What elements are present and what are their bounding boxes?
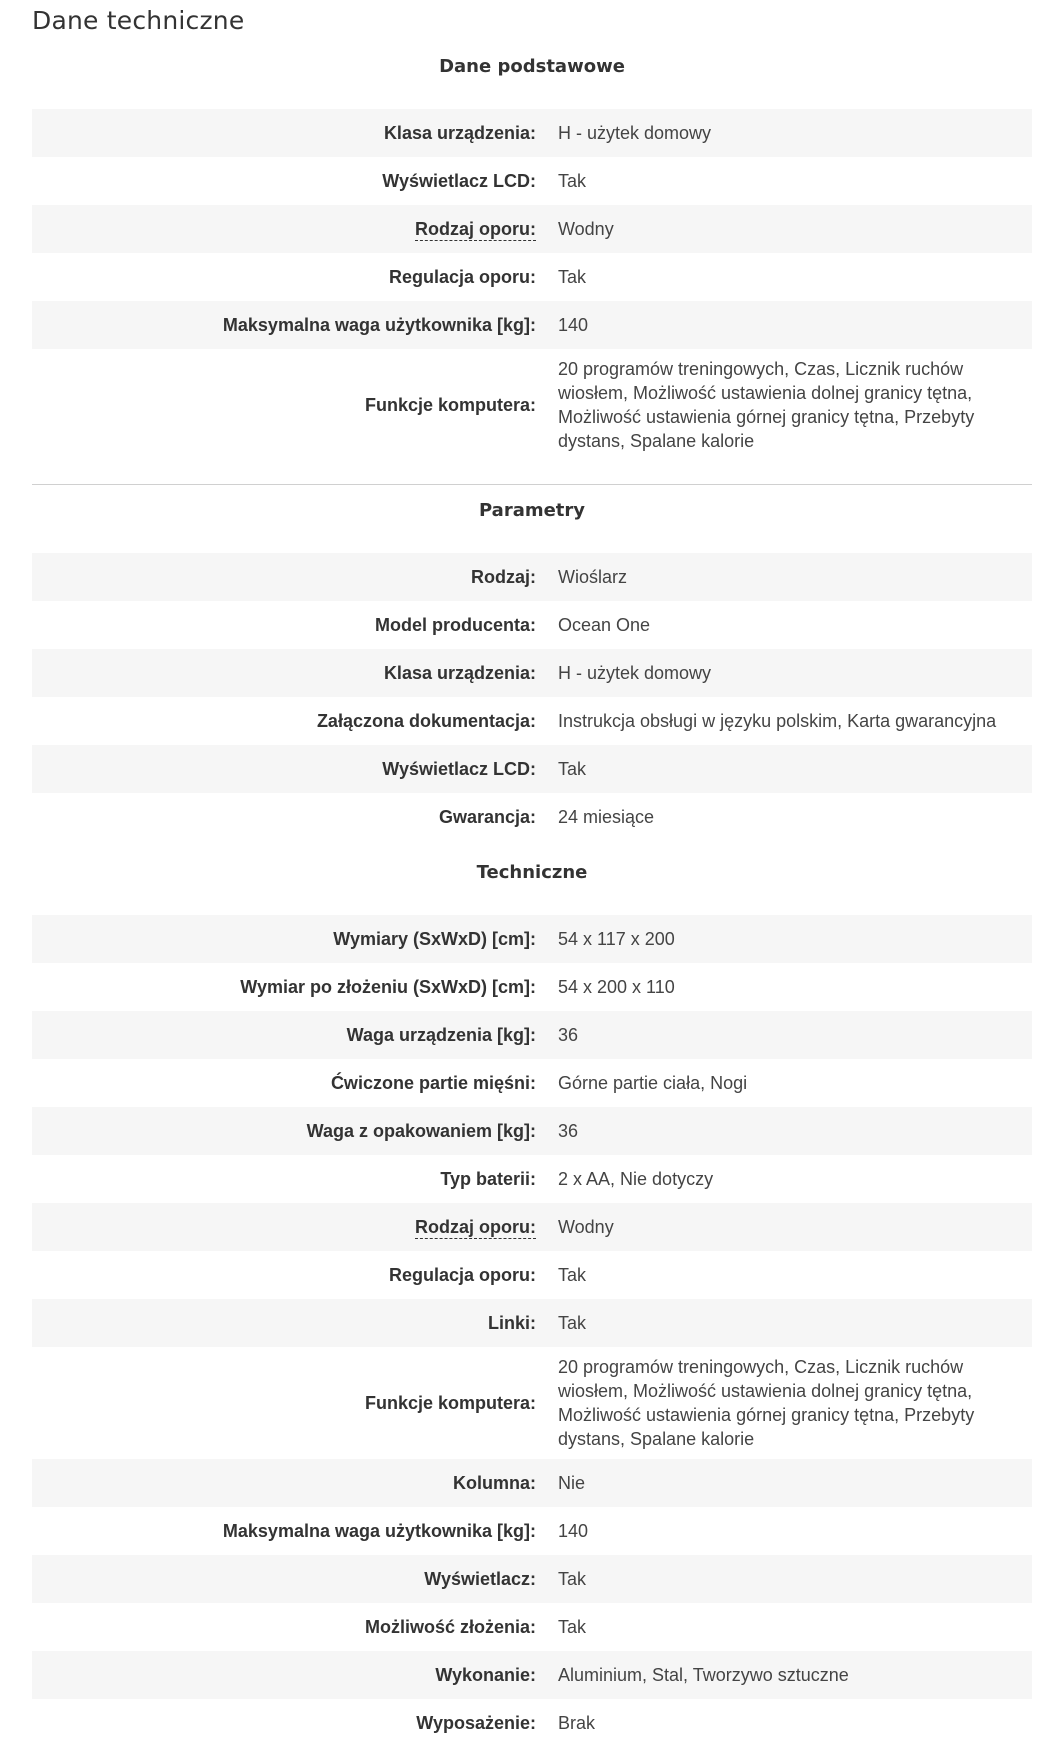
spec-row [32, 697, 1032, 745]
spec-label: Wyposażenie: [416, 1712, 536, 1733]
spec-value: 36 [558, 1025, 579, 1045]
spec-label: Regulacja oporu: [388, 1264, 536, 1285]
spec-label: Wyświetlacz LCD: [382, 758, 536, 779]
spec-label: Regulacja oporu: [388, 266, 536, 287]
spec-label: Wyświetlacz LCD: [382, 170, 536, 191]
spec-label: Ćwiczone partie mięśni: [330, 1072, 536, 1093]
spec-value: Wodny [558, 1217, 614, 1237]
spec-row [32, 1507, 1032, 1555]
spec-label[interactable]: Rodzaj oporu: [415, 218, 536, 239]
spec-value: Aluminium, Stal, Tworzywo sztuczne [558, 1665, 849, 1685]
spec-value: Tak [558, 1569, 587, 1589]
spec-label: Wyświetlacz: [424, 1568, 536, 1589]
spec-label: Wymiary (SxWxD) [cm]: [333, 928, 536, 949]
spec-label: Model producenta: [375, 614, 536, 635]
spec-label: Typ baterii: [440, 1168, 536, 1189]
spec-label: Załączona dokumentacja: [316, 710, 536, 731]
spec-row [32, 1603, 1032, 1651]
spec-value: 140 [558, 1521, 589, 1541]
spec-label: Wymiar po złożeniu (SxWxD) [cm]: [240, 976, 536, 997]
spec-row [32, 205, 1032, 253]
spec-label-tooltip-trigger[interactable] [32, 1217, 536, 1238]
spec-row [32, 1651, 1032, 1699]
spec-value: Górne partie ciała, Nogi [558, 1073, 748, 1093]
group-title: Techniczne [476, 862, 588, 883]
spec-row [32, 1347, 1032, 1459]
spec-value: Tak [558, 1313, 587, 1333]
spec-value: Tak [558, 1265, 587, 1285]
spec-row [32, 1251, 1032, 1299]
spec-label: Linki: [488, 1312, 536, 1333]
page-title: Dane techniczne [32, 6, 245, 35]
spec-label: Waga urządzenia [kg]: [346, 1024, 536, 1045]
spec-value: 54 x 200 x 110 [558, 977, 675, 997]
spec-row [32, 109, 1032, 157]
spec-value: Wodny [558, 219, 614, 239]
spec-rows [32, 553, 1032, 841]
spec-rows [32, 109, 1032, 461]
spec-value: 2 x AA, Nie dotyczy [558, 1169, 714, 1189]
spec-row [32, 963, 1032, 1011]
spec-value: Brak [558, 1713, 596, 1733]
spec-row [32, 1699, 1032, 1747]
spec-label: Waga z opakowaniem [kg]: [306, 1120, 536, 1141]
spec-value: 36 [558, 1121, 579, 1141]
spec-value: Tak [558, 759, 587, 779]
spec-value: 54 x 117 x 200 [558, 929, 675, 949]
spec-label: Funkcje komputera: [364, 1392, 536, 1413]
spec-label: Możliwość złożenia: [364, 1616, 536, 1637]
spec-row [32, 745, 1032, 793]
spec-group-technical [32, 862, 1032, 1733]
spec-row [32, 1059, 1032, 1107]
spec-label[interactable]: Rodzaj oporu: [415, 1216, 536, 1237]
spec-label: Funkcje komputera: [364, 394, 536, 415]
spec-row [32, 1299, 1032, 1347]
spec-label: Maksymalna waga użytkownika [kg]: [222, 314, 536, 335]
spec-row [32, 793, 1032, 841]
spec-value: H - użytek domowy [558, 663, 712, 683]
group-title: Dane podstawowe [439, 56, 625, 77]
group-divider [32, 484, 1032, 485]
spec-label: Rodzaj: [471, 566, 536, 587]
spec-row [32, 157, 1032, 205]
spec-value: 24 miesiące [558, 807, 655, 827]
spec-label-tooltip-trigger[interactable] [32, 219, 536, 240]
spec-value: Ocean One [558, 615, 651, 635]
spec-value: Tak [558, 1617, 587, 1637]
spec-label: Maksymalna waga użytkownika [kg]: [222, 1520, 536, 1541]
spec-row [32, 601, 1032, 649]
spec-value: Nie [558, 1473, 586, 1493]
spec-row [32, 301, 1032, 349]
spec-label: Kolumna: [453, 1472, 536, 1493]
spec-row [32, 1155, 1032, 1203]
spec-value: Instrukcja obsługi w języku polskim, Karta gwarancyjna [558, 711, 997, 731]
spec-value: H - użytek domowy [558, 123, 712, 143]
spec-row [32, 649, 1032, 697]
spec-row [32, 1203, 1032, 1251]
spec-label: Wykonanie: [435, 1664, 536, 1685]
spec-row [32, 349, 1032, 461]
spec-value: Tak [558, 267, 587, 287]
group-title: Parametry [478, 500, 586, 521]
spec-row [32, 1107, 1032, 1155]
spec-label: Klasa urządzenia: [383, 122, 536, 143]
spec-row [32, 915, 1032, 963]
spec-row [32, 1555, 1032, 1603]
spec-value: 140 [558, 315, 589, 335]
spec-row [32, 253, 1032, 301]
spec-row [32, 553, 1032, 601]
spec-value: 20 programów treningowych, Czas, Licznik ruchów wiosłem, Możliwość ustawienia dolnej granicy tętna, Możliwość ustawienia górnej granicy tętna, Przebyty dystans, Spalane kalorie [558, 359, 975, 451]
spec-row [32, 1459, 1032, 1507]
spec-label: Klasa urządzenia: [383, 662, 536, 683]
spec-row [32, 1011, 1032, 1059]
spec-label: Gwarancja: [438, 806, 536, 827]
spec-value: Tak [558, 171, 587, 191]
spec-rows [32, 915, 1032, 1747]
spec-value: Wioślarz [558, 567, 628, 587]
spec-group-basic [32, 56, 1032, 451]
spec-value: 20 programów treningowych, Czas, Licznik ruchów wiosłem, Możliwość ustawienia dolnej granicy tętna, Możliwość ustawienia górnej granicy tętna, Przebyty dystans, Spalane kalorie [558, 1357, 975, 1449]
spec-group-parameters [32, 500, 1032, 827]
